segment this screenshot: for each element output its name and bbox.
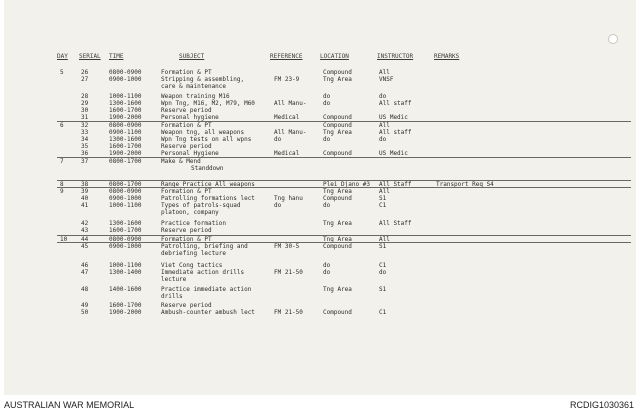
cell-reference: Medical (274, 150, 300, 157)
cell-serial: 33 (81, 129, 89, 136)
cell-subject: Stripping & assembling, (161, 76, 245, 83)
cell-instructor: C1 (379, 309, 387, 316)
cell-time: 1300-1600 (109, 100, 142, 107)
cell-day: 8 (60, 181, 64, 188)
cell-time: 1600-1700 (109, 143, 142, 150)
cell-location: Tng Area (323, 220, 352, 227)
cell-serial: 36 (81, 150, 89, 157)
cell-serial: 39 (81, 188, 89, 195)
header-day: DAY (57, 53, 68, 60)
cell-time: 1600-1700 (109, 227, 142, 234)
cell-time: 1900-2000 (109, 309, 142, 316)
cell-location: do (323, 136, 331, 143)
cell-reference: do (274, 202, 282, 209)
cell-subject: Make & Mend (161, 158, 201, 165)
cell-location: Compound (323, 69, 352, 76)
cell-serial: 31 (81, 114, 89, 121)
header-remarks: REMARKS (434, 53, 460, 60)
cell-subject: Wpn Tng, M16, M2, M79, M60 (161, 100, 255, 107)
cell-instructor: All (379, 69, 390, 76)
cell-subject: Reserve period (161, 302, 212, 309)
cell-subject: Standdown (191, 165, 224, 172)
cell-reference: FM 21-50 (274, 309, 303, 316)
cell-reference: do (274, 136, 282, 143)
cell-serial: 38 (81, 181, 89, 188)
cell-subject: Viet Cong tactics (161, 262, 223, 269)
cell-serial: 32 (81, 122, 89, 129)
row-divider (57, 157, 631, 158)
cell-subject: care & maintenance (161, 83, 227, 90)
cell-instructor: do (379, 269, 387, 276)
cell-time: 0800-1700 (109, 181, 142, 188)
footer-source: AUSTRALIAN WAR MEMORIAL (4, 400, 135, 410)
cell-time: 1600-1700 (109, 302, 142, 309)
cell-serial: 50 (81, 309, 89, 316)
cell-subject: Wpn Tng tests on all wpns (161, 136, 252, 143)
header-reference: REFERENCE (270, 53, 303, 60)
cell-subject: Personal Hygiene (161, 150, 219, 157)
cell-subject: Formation & PT (161, 188, 212, 195)
cell-serial: 41 (81, 202, 89, 209)
cell-serial: 45 (81, 243, 89, 250)
header-time: TIME (109, 53, 124, 60)
header-subject: SUBJECT (179, 53, 205, 60)
cell-time: 0900-1000 (109, 76, 142, 83)
cell-serial: 27 (81, 76, 89, 83)
cell-subject: Immediate action drills (161, 269, 245, 276)
cell-time: 1300-1400 (109, 269, 142, 276)
cell-time: 1000-1100 (109, 93, 142, 100)
cell-day: 7 (60, 158, 64, 165)
cell-reference: Medical (274, 114, 300, 121)
cell-reference: FM 23-9 (274, 76, 300, 83)
cell-subject: Patrolling formations lect (161, 195, 255, 202)
cell-time: 1900-2000 (109, 150, 142, 157)
cell-subject: Types of patrols-squad (161, 202, 241, 209)
cell-time: 0900-1000 (109, 243, 142, 250)
cell-location: Compound (323, 309, 352, 316)
cell-reference: FM 21-50 (274, 269, 303, 276)
cell-instructor: All (379, 188, 390, 195)
cell-time: 0900-1100 (109, 129, 142, 136)
cell-serial: 35 (81, 143, 89, 150)
cell-serial: 43 (81, 227, 89, 234)
cell-location: Tng Area (323, 76, 352, 83)
cell-serial: 42 (81, 220, 89, 227)
cell-location: do (323, 100, 331, 107)
cell-day: 5 (60, 69, 64, 76)
cell-reference: All Manu- (274, 129, 307, 136)
cell-subject: Reserve period (161, 143, 212, 150)
cell-subject: Range Practice All weapons (161, 181, 255, 188)
cell-time: 1300-1600 (109, 220, 142, 227)
cell-time: 1000-1100 (109, 262, 142, 269)
cell-instructor: All (379, 122, 390, 129)
cell-location: Tng Area (323, 188, 352, 195)
cell-day: 9 (60, 188, 64, 195)
cell-subject: debriefing lecture (161, 250, 227, 257)
cell-instructor: do (379, 136, 387, 143)
cell-serial: 47 (81, 269, 89, 276)
cell-subject: Patrolling, briefing and (161, 243, 248, 250)
cell-serial: 37 (81, 158, 89, 165)
cell-location: Tng Area (323, 286, 352, 293)
header-instructor: INSTRUCTOR (377, 53, 414, 60)
cell-instructor: S1 (379, 243, 387, 250)
cell-serial: 44 (81, 236, 89, 243)
cell-subject: Reserve period (161, 107, 212, 114)
cell-serial: 49 (81, 302, 89, 309)
cell-time: 1900-2000 (109, 114, 142, 121)
cell-day: 6 (60, 122, 64, 129)
cell-subject: Ambush-counter ambush lect (161, 309, 255, 316)
cell-subject: Personal hygiene (161, 114, 219, 121)
punch-hole (608, 34, 618, 44)
cell-subject: lecture (161, 276, 187, 283)
cell-instructor: S1 (379, 286, 387, 293)
cell-subject: platoon, company (161, 209, 219, 216)
cell-time: 1300-1600 (109, 136, 142, 143)
cell-serial: 28 (81, 93, 89, 100)
cell-serial: 34 (81, 136, 89, 143)
document-sheet (4, 0, 636, 395)
cell-subject: Weapon tng, all weapons (161, 129, 245, 136)
cell-instructor: All Staff (379, 181, 412, 188)
cell-serial: 48 (81, 286, 89, 293)
cell-location: do (323, 269, 331, 276)
cell-location: Compound (323, 243, 352, 250)
cell-location: Compound (323, 195, 352, 202)
cell-subject: drills (161, 293, 183, 300)
cell-reference: FM 30-5 (274, 243, 300, 250)
cell-instructor: S1 (379, 195, 387, 202)
cell-location: do (323, 202, 331, 209)
cell-instructor: C1 (379, 202, 387, 209)
cell-subject: Practice formation (161, 220, 227, 227)
row-divider (57, 242, 631, 243)
cell-instructor: C1 (379, 262, 387, 269)
cell-subject: Formation & PT (161, 69, 212, 76)
cell-instructor: All staff (379, 129, 412, 136)
cell-time: 0800-0900 (109, 236, 142, 243)
cell-instructor: do (379, 93, 387, 100)
cell-subject: Weapon training M16 (161, 93, 230, 100)
footer (0, 395, 640, 415)
cell-subject: Formation & PT (161, 122, 212, 129)
cell-time: 0800-0900 (109, 69, 142, 76)
cell-location: Compound (323, 150, 352, 157)
cell-instructor: VNSF (379, 76, 394, 83)
cell-location: Tng Area (323, 129, 352, 136)
cell-location: Compound (323, 122, 352, 129)
cell-subject: Reserve period (161, 227, 212, 234)
cell-serial: 26 (81, 69, 89, 76)
cell-time: 0900-1000 (109, 195, 142, 202)
cell-location: do (323, 93, 331, 100)
cell-time: 1000-1100 (109, 202, 142, 209)
cell-instructor: All staff (379, 100, 412, 107)
cell-time: 0800-0900 (109, 188, 142, 195)
cell-location: Compound (323, 114, 352, 121)
cell-time: 0800-1700 (109, 158, 142, 165)
cell-subject: Formation & PT (161, 236, 212, 243)
cell-reference: All Manu- (274, 100, 307, 107)
cell-serial: 30 (81, 107, 89, 114)
cell-instructor: US Medic (379, 114, 408, 121)
cell-serial: 29 (81, 100, 89, 107)
cell-time: 1400-1600 (109, 286, 142, 293)
cell-reference: Tng hanu (274, 195, 303, 202)
cell-instructor: US Medic (379, 150, 408, 157)
cell-instructor: All Staff (379, 220, 412, 227)
cell-location: Tng Area (323, 236, 352, 243)
cell-subject: Practice immediate action (161, 286, 252, 293)
header-location: LOCATION (320, 53, 349, 60)
cell-location: Plei Djano #3 (323, 181, 370, 188)
cell-day: 10 (60, 236, 68, 243)
cell-time: 1600-1700 (109, 107, 142, 114)
cell-serial: 40 (81, 195, 89, 202)
cell-location: do (323, 262, 331, 269)
cell-instructor: All (379, 236, 390, 243)
header-serial: SERIAL (79, 53, 101, 60)
cell-serial: 46 (81, 262, 89, 269)
cell-time: 0800-0900 (109, 122, 142, 129)
cell-remarks: Transport Req S4 (436, 181, 494, 188)
footer-id: RCDIG1030361 (569, 400, 634, 410)
